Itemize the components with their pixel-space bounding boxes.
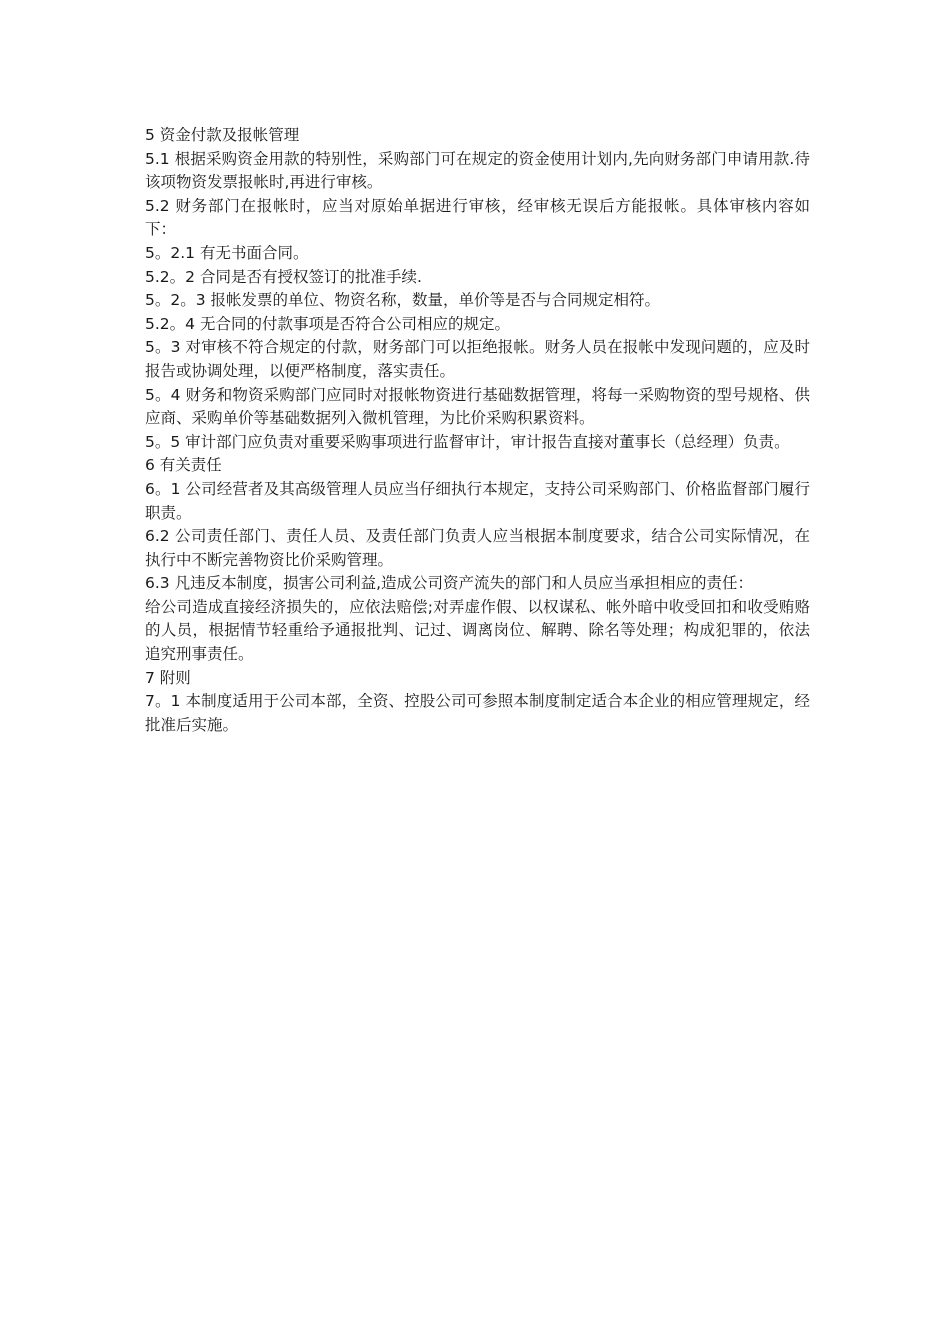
paragraph: 5.1 根据采购资金用款的特别性，采购部门可在规定的资金使用计划内,先向财务部门申请用款.待该项物资发票报帐时,再进行审核。 bbox=[145, 149, 810, 192]
paragraph: 5。2.1 有无书面合同。 bbox=[145, 243, 309, 262]
paragraph: 5.2。4 无合同的付款事项是否符合公司相应的规定。 bbox=[145, 314, 510, 333]
document-body bbox=[145, 124, 810, 737]
paragraph: 7。1 本制度适用于公司本部，全资、控股公司可参照本制度制定适合本企业的相应管理规定，经批准后实施。 bbox=[145, 692, 810, 734]
paragraph: 6。1 公司经营者及其高级管理人员应当仔细执行本规定，支持公司采购部门、价格监督部门履行职责。 bbox=[145, 479, 810, 522]
paragraph: 5。4 财务和物资采购部门应同时对报帐物资进行基础数据管理，将每一采购物资的型号规格、供应商、采购单价等基础数据列入微机管理，为比价采购积累资料。 bbox=[145, 385, 810, 428]
paragraph: 5。2。3 报帐发票的单位、物资名称，数量，单价等是否与合同规定相符。 bbox=[145, 291, 661, 310]
section-heading: 5 资金付款及报帐管理 bbox=[145, 126, 300, 144]
paragraph: 5。3 对审核不符合规定的付款，财务部门可以拒绝报帐。财务人员在报帐中发现问题的，应及时报告或协调处理，以便严格制度，落实责任。 bbox=[145, 338, 810, 380]
paragraph: 6.2 公司责任部门、责任人员、及责任部门负责人应当根据本制度要求，结合公司实际情况，在执行中不断完善物资比价采购管理。 bbox=[145, 527, 810, 569]
paragraph: 5.2 财务部门在报帐时，应当对原始单据进行审核，经审核无误后方能报帐。具体审核内容如下： bbox=[145, 196, 810, 239]
paragraph: 5.2。2 合同是否有授权签订的批准手续. bbox=[145, 267, 422, 286]
section-heading: 6 有关责任 bbox=[145, 456, 222, 475]
paragraph: 给公司造成直接经济损失的，应依法赔偿;对弄虚作假、以权谋私、帐外暗中收受回扣和收受贿赂的人员，根据情节轻重给予通报批判、记过、调离岗位、解聘、除名等处理；构成犯罪的，依法追究刑事责任。 bbox=[145, 597, 810, 664]
paragraph: 5。5 审计部门应负责对重要采购事项进行监督审计，审计报告直接对董事长（总经理）负责。 bbox=[145, 432, 790, 451]
section-heading: 7 附则 bbox=[145, 668, 191, 687]
paragraph: 6.3 凡违反本制度，损害公司利益,造成公司资产流失的部门和人员应当承担相应的责任： bbox=[145, 574, 754, 593]
